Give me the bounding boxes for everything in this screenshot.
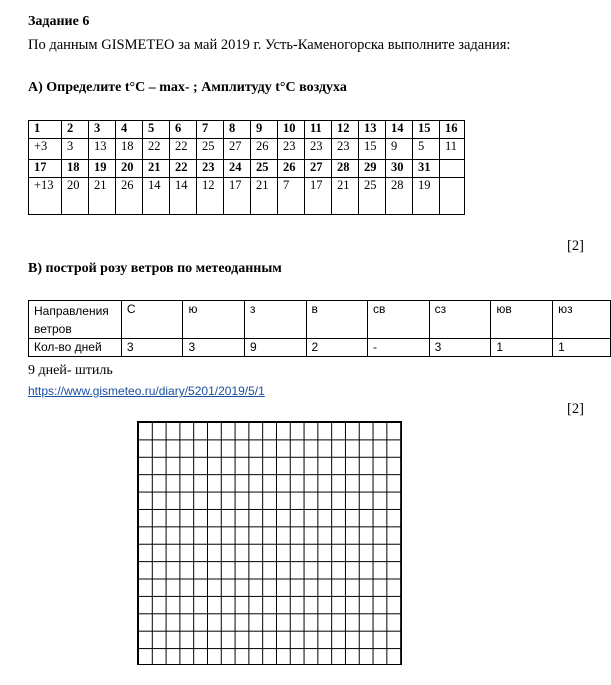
wind-count-cell: - [368,339,430,357]
temp-cell: 9 [386,139,413,160]
temp-cell: 23 [332,139,359,160]
temp-cell: 13 [89,139,116,160]
temp-cell: 17 [224,178,251,215]
day-cell: 3 [89,121,116,139]
day-cell: 13 [359,121,386,139]
table-row [29,121,465,139]
table-row [29,301,611,339]
wind-count-cell: 3 [121,339,183,357]
task-intro: По данным GISMETEO за май 2019 г. Усть-Каменогорска выполните задания: [28,37,511,53]
wind-count-cell: 2 [306,339,367,357]
day-cell: 25 [251,160,278,178]
temp-cell: 14 [170,178,197,215]
wind-table [28,300,611,357]
temp-cell: 17 [305,178,332,215]
day-cell: 19 [89,160,116,178]
day-cell: 2 [62,121,89,139]
wind-direction-cell: юв [491,301,553,339]
table-row [29,160,465,178]
day-cell: 20 [116,160,143,178]
day-cell: 15 [413,121,440,139]
wind-direction-cell: з [245,301,306,339]
day-cell: 24 [224,160,251,178]
wind-rose-grid[interactable] [137,421,402,665]
wind-direction-cell: юз [553,301,611,339]
day-cell: 26 [278,160,305,178]
day-cell: 9 [251,121,278,139]
day-cell: 29 [359,160,386,178]
wind-header-label-cell [29,301,122,339]
wind-direction-cell: сз [429,301,491,339]
temp-cell: 14 [143,178,170,215]
wind-count-cell: 9 [245,339,306,357]
wind-direction-cell: в [306,301,367,339]
task-title: Задание 6 [28,14,90,29]
source-link[interactable]: https://www.gismeteo.ru/diary/5201/2019/5/1 [28,384,265,398]
temp-cell: 25 [197,139,224,160]
day-cell: 1 [29,121,62,139]
day-cell: 10 [278,121,305,139]
temperature-table [28,120,465,215]
temp-cell: 3 [62,139,89,160]
day-cell: 23 [197,160,224,178]
points-a: [2] [567,238,584,254]
temp-cell: 20 [62,178,89,215]
temp-cell: 22 [170,139,197,160]
day-cell: 8 [224,121,251,139]
wind-header-label: Направления ветров [34,304,109,336]
wind-count-cell: 3 [183,339,245,357]
table-row [29,339,611,357]
temp-cell: 5 [413,139,440,160]
wind-direction-cell: св [368,301,430,339]
day-cell: 6 [170,121,197,139]
day-cell: 11 [305,121,332,139]
temp-cell: 21 [89,178,116,215]
day-cell: 28 [332,160,359,178]
day-cell: 7 [197,121,224,139]
temp-cell: 28 [386,178,413,215]
day-cell [440,160,465,178]
wind-count-cell: 3 [429,339,491,357]
temp-cell: 21 [251,178,278,215]
temp-cell: 23 [305,139,332,160]
task-part-b: В) построй розу ветров по метеоданным [28,261,282,276]
temp-cell: 21 [332,178,359,215]
day-cell: 31 [413,160,440,178]
temp-cell: 22 [143,139,170,160]
temp-cell: 12 [197,178,224,215]
temp-cell: 26 [251,139,278,160]
task-part-a: А) Определите t°C – max- ; Амплитуду t°C воздуха [28,80,347,95]
wind-direction-cell: ю [183,301,245,339]
temp-cell: 7 [278,178,305,215]
day-cell: 18 [62,160,89,178]
day-cell: 30 [386,160,413,178]
day-cell: 22 [170,160,197,178]
day-cell: 27 [305,160,332,178]
temp-cell: 19 [413,178,440,215]
table-row [29,139,465,160]
wind-count-cell: 1 [491,339,553,357]
day-cell: 5 [143,121,170,139]
temp-cell: 27 [224,139,251,160]
temp-cell: 15 [359,139,386,160]
day-cell: 12 [332,121,359,139]
temp-cell: +3 [29,139,62,160]
day-cell: 4 [116,121,143,139]
table-row [29,178,465,215]
temp-cell: +13 [29,178,62,215]
temp-cell: 23 [278,139,305,160]
day-cell: 14 [386,121,413,139]
temp-cell: 18 [116,139,143,160]
day-cell: 16 [440,121,465,139]
day-cell: 17 [29,160,62,178]
points-b: [2] [567,401,584,417]
temp-cell: 26 [116,178,143,215]
wind-count-cell: 1 [553,339,611,357]
wind-count-label: Кол-во дней [29,339,122,357]
calm-note: 9 дней- штиль [28,363,113,378]
temp-cell [440,178,465,215]
temp-cell: 11 [440,139,465,160]
wind-direction-cell: С [121,301,183,339]
temp-cell: 25 [359,178,386,215]
day-cell: 21 [143,160,170,178]
